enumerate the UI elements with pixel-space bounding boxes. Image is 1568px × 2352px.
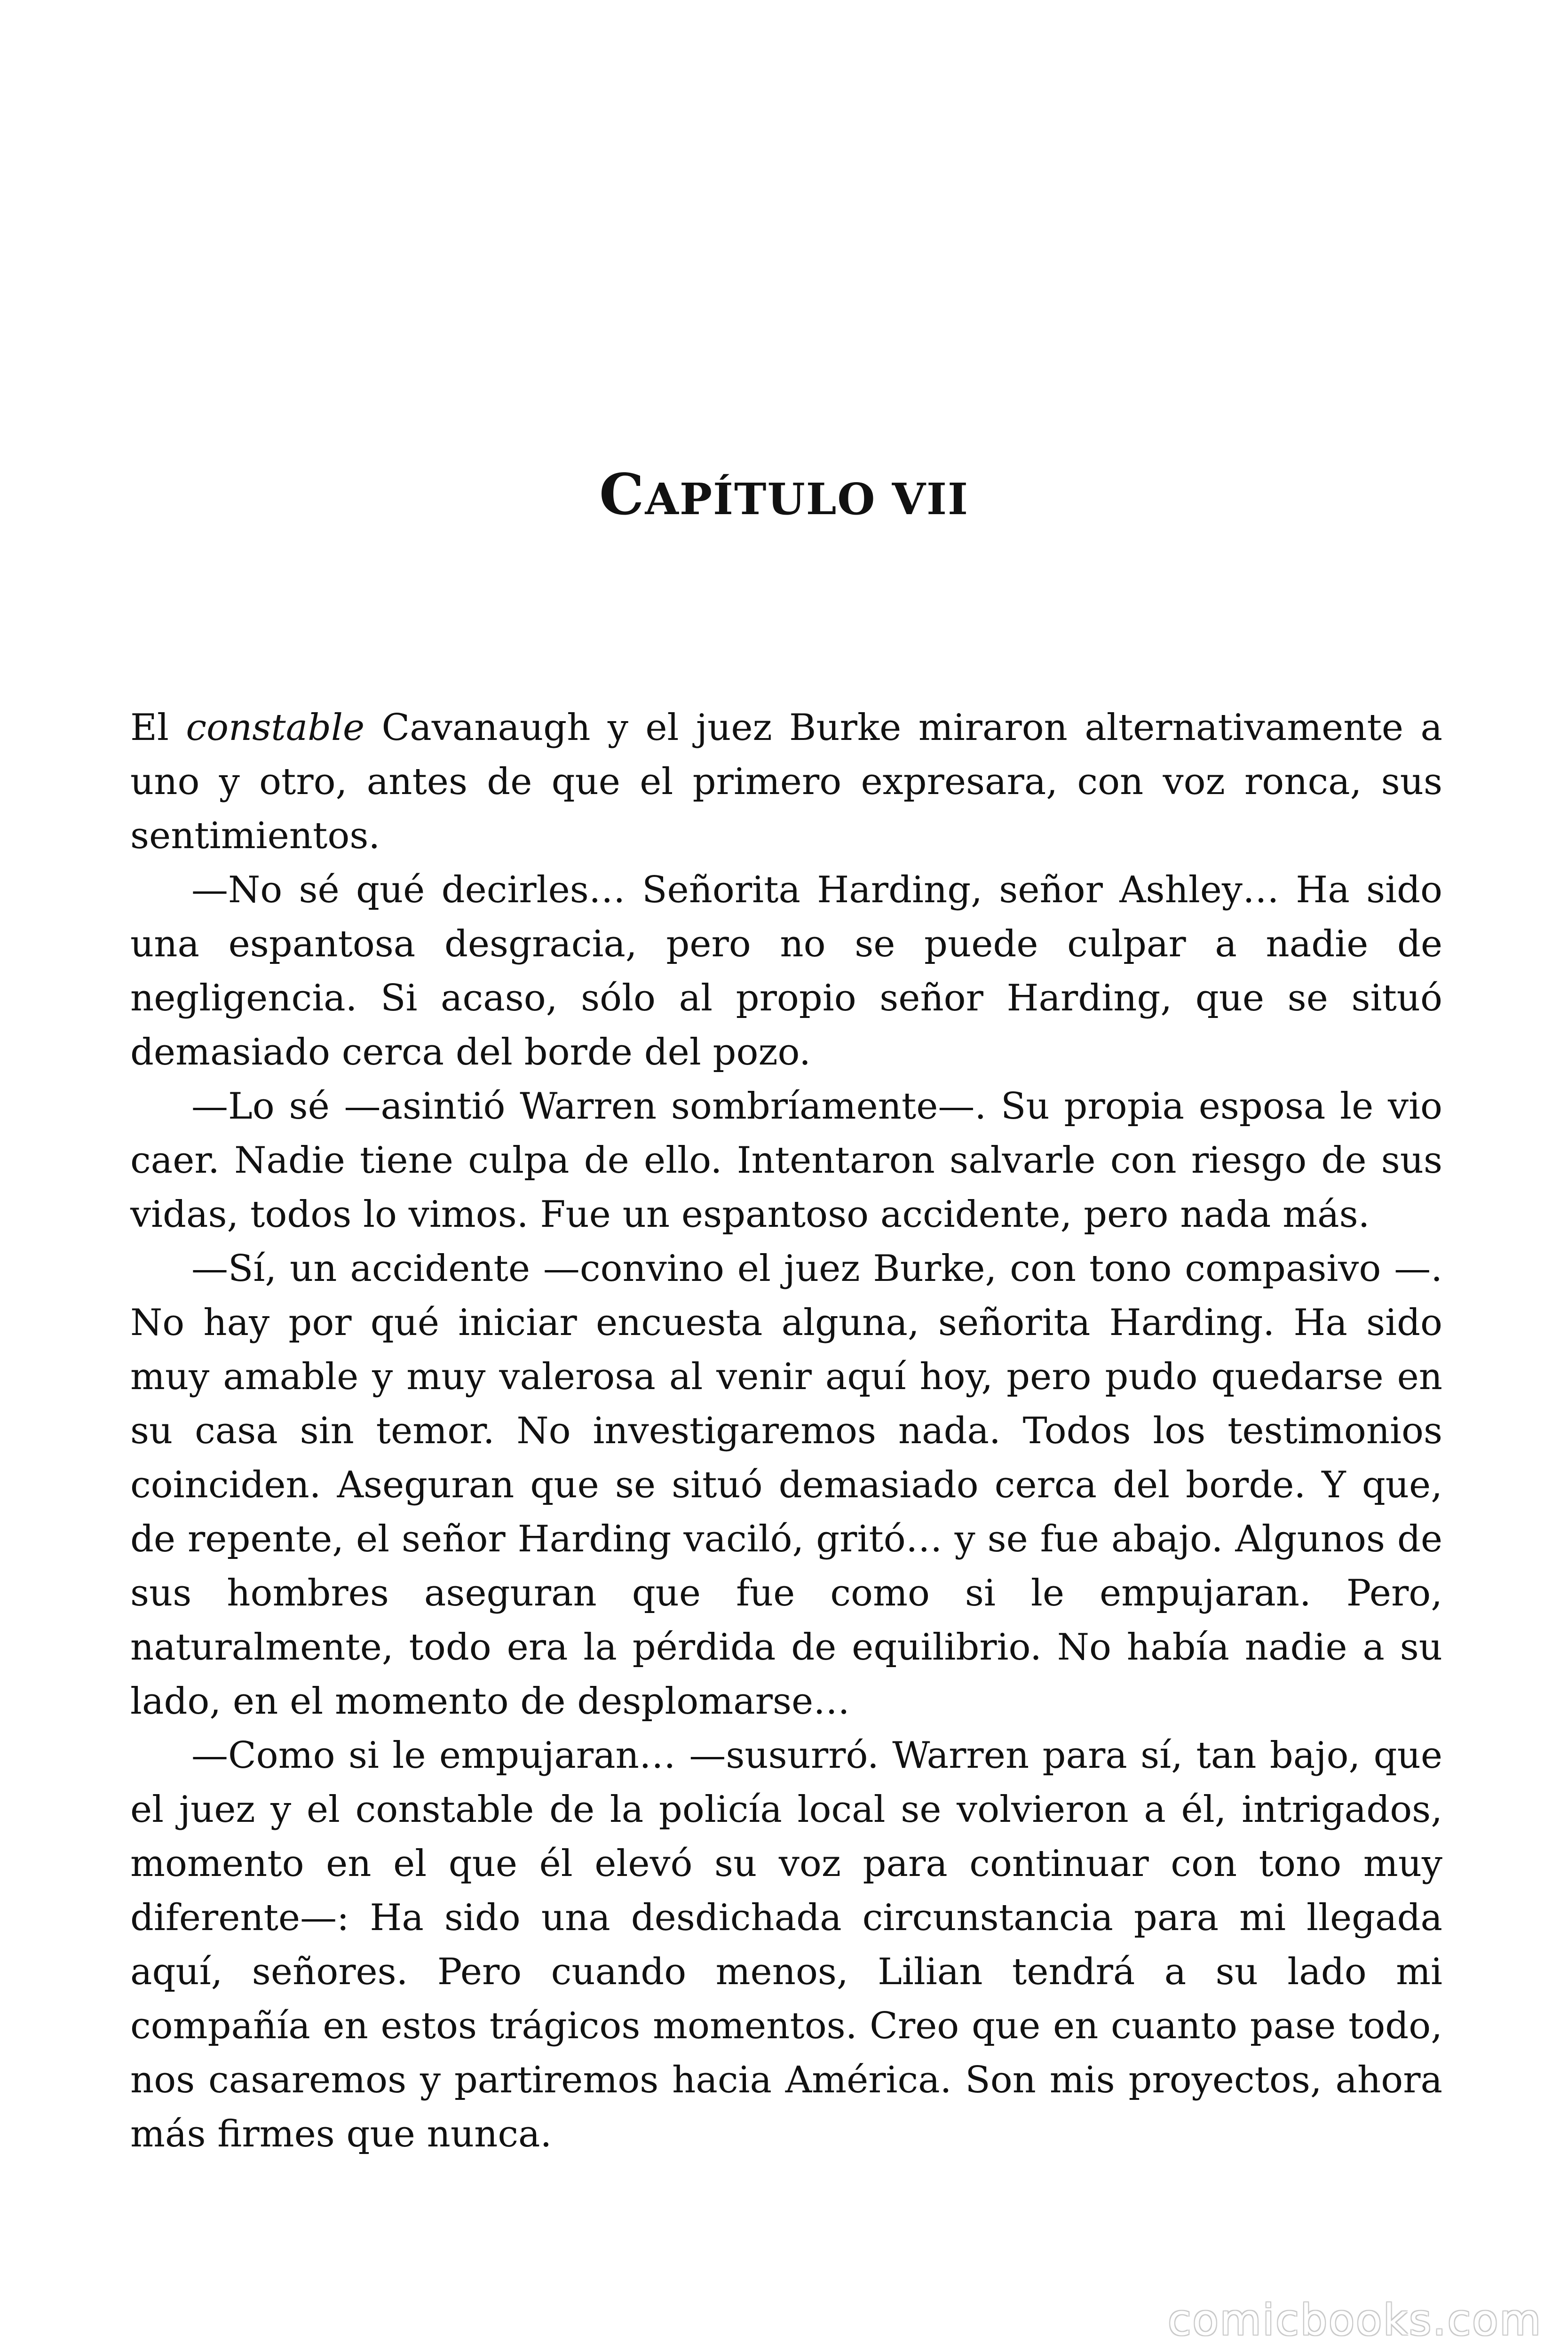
paragraph-1-before: El [130,707,186,749]
paragraph-4: —Sí, un accidente —convino el juez Burke, con tono compasivo —. No hay por qué iniciar encuesta alguna, señorita Harding. Ha sido muy amable y muy valerosa al venir aquí hoy, pero pudo quedarse en su casa sin temor. No investigaremos nada. Todos los testimonios coinciden. Aseguran que se situó demasiado cerca del borde. Y que, de repente, el señor Harding vaciló, gritó… y se fue abajo. Algunos de sus hombres aseguran que fue como si le empujaran. Pero, naturalmente, todo era la pérdida de equilibrio. No había nadie a su lado, en el momento de desplomarse… [130,1248,1442,1723]
chapter-title-rest: APÍTULO VII [645,474,969,524]
chapter-body [130,701,1442,2161]
chapter-title-initial: C [599,461,645,528]
paragraph-3: —Lo sé —asintió Warren sombríamente—. Su propia esposa le vio caer. Nadie tiene culpa de ello. Intentaron salvarle con riesgo de sus vidas, todos lo vimos. Fue un espantoso accidente, pero nada más. [130,1085,1442,1236]
paragraph-2: —No sé qué decirles… Señorita Harding, señor Ashley… Ha sido una espantosa desgracia, pero no se puede culpar a nadie de negligencia. Si acaso, sólo al propio señor Harding, que se situó demasiado cerca del borde del pozo. [130,869,1442,1073]
watermark: comicbooks.com [1168,2296,1542,2345]
chapter-title [0,461,1568,529]
paragraph-1-emphasis: constable [186,707,365,749]
paragraph-1-after: Cavanaugh y el juez Burke miraron alternativamente a uno y otro, antes de que el primero expresara, con voz ronca, sus sentimientos. [130,707,1442,857]
paragraph-1 [130,701,1442,863]
paragraph-5: —Como si le empujaran… —susurró. Warren para sí, tan bajo, que el juez y el constable de la policía local se volvieron a él, intrigados, momento en el que él elevó su voz para continuar con tono muy diferente—: Ha sido una desdichada circunstancia para mi llegada aquí, señores. Pero cuando menos, Lilian tendrá a su lado mi compañía en estos trágicos momentos. Creo que en cuanto pase todo, nos casaremos y partiremos hacia América. Son mis proyectos, ahora más firmes que nunca. [130,1734,1442,2155]
